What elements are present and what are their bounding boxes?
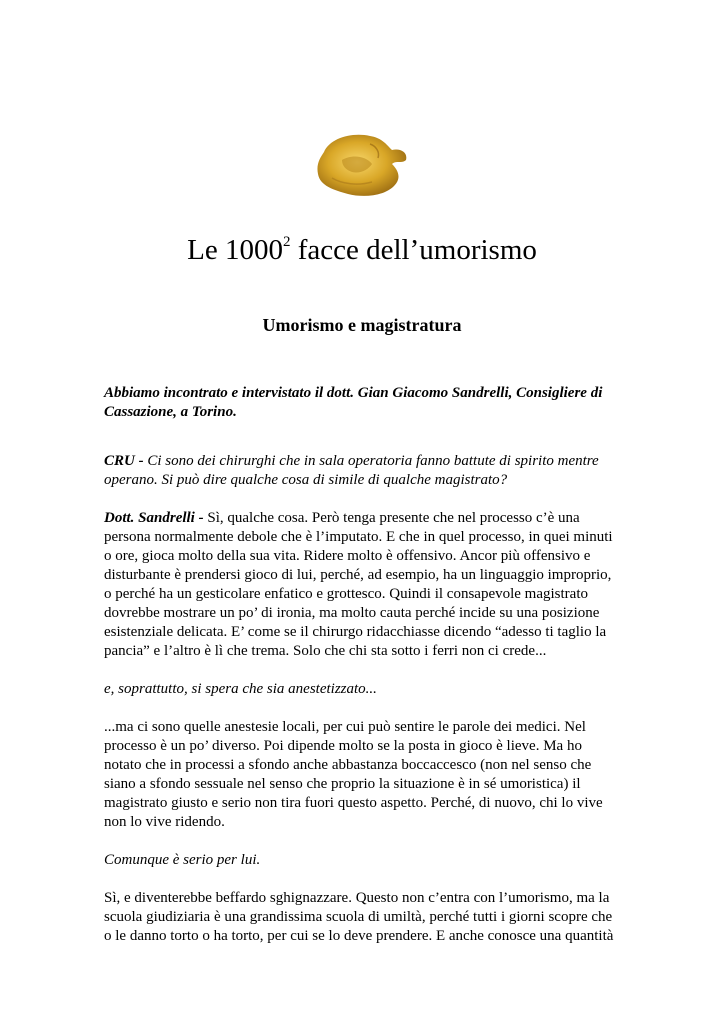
answer-1 <box>104 509 620 661</box>
title-suffix: facce dell’umorismo <box>290 234 537 266</box>
gold-fragment-logo <box>312 130 412 200</box>
question-1 <box>104 452 620 490</box>
page-title <box>0 232 724 273</box>
question-text: Ci sono dei chirurghi che in sala operatoria fanno battute di spirito mentre operano. Si può dire qualche cosa di simile di qualche magistrato? <box>104 453 599 488</box>
article-body <box>104 384 620 965</box>
answer-speaker: Dott. Sandrelli - <box>104 510 204 526</box>
answer-2: ...ma ci sono quelle anestesie locali, per cui può sentire le parole dei medici. Nel processo è un po’ diverso. Poi dipende molto se la posta in gioco è lieve. Ma ho notato che in processi a sfondo anche abbastanza boccaccesco (non nel senso che siano a sfondo sessuale nel senso che proprio la situazione è in sé umoristica) il magistrato giusto e serio non tira fuori questo aspetto. Perché, di nuovo, chi lo vive non lo vive ridendo. <box>104 719 603 830</box>
page-subtitle: Umorismo e magistratura <box>262 315 462 335</box>
question-3: Comunque è serio per lui. <box>104 852 261 868</box>
title-superscript: 2 <box>282 234 291 250</box>
answer-3: Sì, e diventerebbe beffardo sghignazzare. Questo non c’entra con l’umorismo, ma la scuola giudiziaria è una grandissima scuola di umiltà, perché tutti i giorni scopre che o le danno torto o ha torto, per cui se lo deve prendere. E anche conosce una quantità <box>104 890 614 944</box>
article-intro: Abbiamo incontrato e intervistato il dott. Gian Giacomo Sandrelli, Consigliere di Cassazione, a Torino. <box>104 385 603 420</box>
answer-text: Sì, qualche cosa. Però tenga presente che nel processo c’è una persona normalmente debole che è l’imputato. E che in quel processo, in quei minuti o ore, gioca molto della sua vita. Ridere molto è offensivo. Ancor più offensivo e disturbante è prendersi gioco di lui, perché, ad esempio, ha un linguaggio improprio, o perché ha un gesticolare enfatico e grottesco. Quindi il consapevole magistrato dovrebbe mostrare un po’ di ironia, ma molto cauta perché incide su una posizione esistenziale delicata. E’ come se il chirurgo ridacchiasse dicendo “adesso ti taglio la pancia” e l’altro è lì che trema. Solo che chi sta sotto i ferri non ci crede... <box>104 510 613 659</box>
question-speaker: CRU - <box>104 453 144 469</box>
title-prefix: Le 1000 <box>187 234 283 266</box>
question-2: e, soprattutto, si spera che sia anestetizzato... <box>104 681 377 697</box>
